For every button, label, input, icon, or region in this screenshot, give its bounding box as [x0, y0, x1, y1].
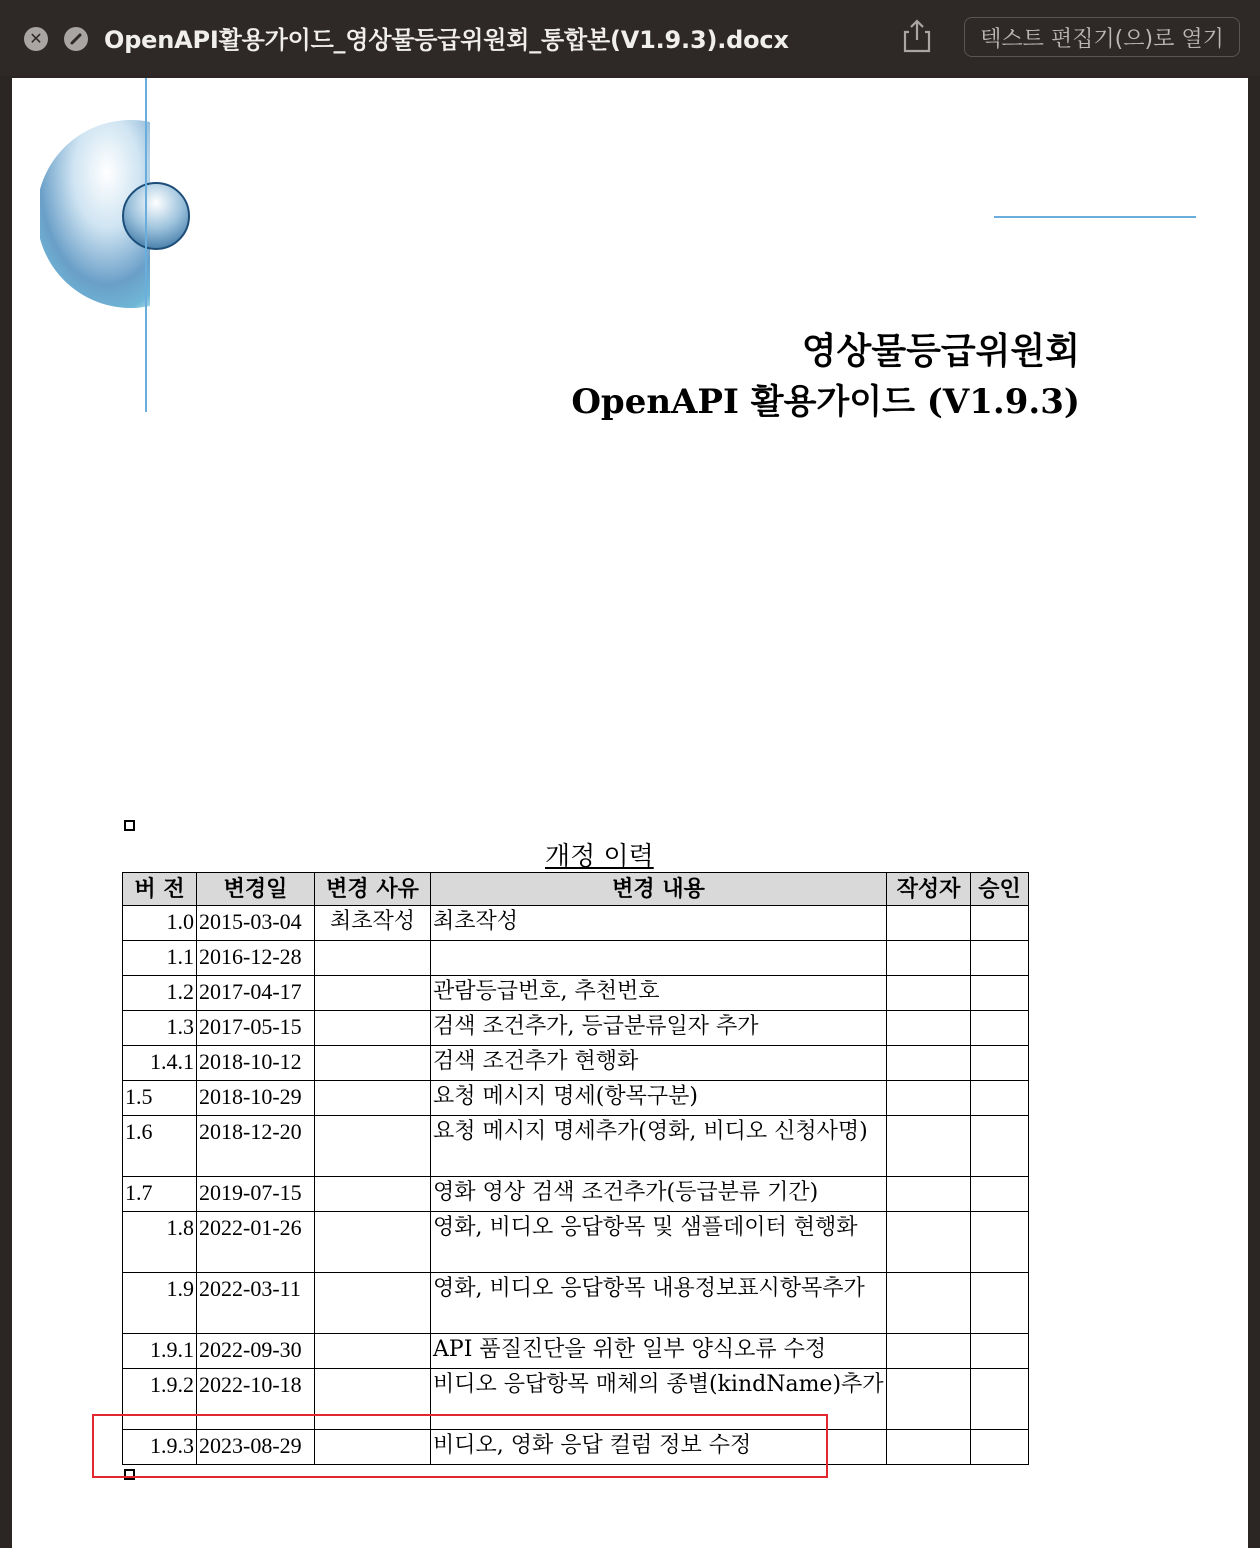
cell-version: 1.8: [123, 1212, 197, 1273]
cell-approval: [971, 1046, 1029, 1081]
cell-date: 2016-12-28: [197, 941, 315, 976]
document-title: [571, 326, 1080, 428]
table-row: [123, 1177, 1029, 1212]
guide-title: OpenAPI 활용가이드 (V1.9.3): [571, 382, 1080, 422]
cell-content: 영화, 비디오 응답항목 및 샘플데이터 현행화: [431, 1212, 887, 1273]
cell-reason: [315, 941, 431, 976]
window-title: OpenAPI활용가이드_영상물등급위원회_통합본(V1.9.3).docx: [104, 26, 789, 54]
cell-version: 1.0: [123, 906, 197, 941]
cell-version: 1.7: [123, 1177, 197, 1212]
close-icon[interactable]: ✕: [24, 27, 48, 51]
cell-approval: [971, 1369, 1029, 1430]
header-version: 버 전: [123, 873, 197, 906]
revision-history-table: [122, 872, 1029, 1465]
cell-date: 2018-12-20: [197, 1116, 315, 1177]
cell-version: 1.3: [123, 1011, 197, 1046]
cell-date: 2015-03-04: [197, 906, 315, 941]
cell-content: API 품질진단을 위한 일부 양식오류 수정: [431, 1334, 887, 1369]
cell-content: 영화, 비디오 응답항목 내용정보표시항목추가: [431, 1273, 887, 1334]
cell-date: 2017-05-15: [197, 1011, 315, 1046]
cell-author: [887, 1177, 971, 1212]
table-row: [123, 941, 1029, 976]
cell-approval: [971, 1212, 1029, 1273]
cell-reason: [315, 976, 431, 1011]
cell-approval: [971, 1334, 1029, 1369]
cell-author: [887, 941, 971, 976]
cell-content: 비디오 응답항목 매체의 종별(kindName)추가: [431, 1369, 887, 1430]
cell-approval: [971, 941, 1029, 976]
cell-reason: [315, 1011, 431, 1046]
cell-author: [887, 1334, 971, 1369]
cell-version: 1.2: [123, 976, 197, 1011]
cell-date: 2017-04-17: [197, 976, 315, 1011]
header-reason: 변경 사유: [315, 873, 431, 906]
fullscreen-icon[interactable]: [64, 27, 88, 51]
logo-icon: [40, 118, 200, 318]
highlight-annotation-box: [92, 1414, 828, 1478]
cell-author: [887, 1273, 971, 1334]
cell-author: [887, 1430, 971, 1465]
cell-author: [887, 1369, 971, 1430]
decorative-vertical-line: [145, 78, 147, 412]
cell-content: 검색 조건추가, 등급분류일자 추가: [431, 1011, 887, 1046]
cell-version: 1.6: [123, 1116, 197, 1177]
revision-history-title: 개정 이력: [545, 842, 654, 872]
cell-reason: [315, 1116, 431, 1177]
cell-date: 2018-10-29: [197, 1081, 315, 1116]
cell-date: 2022-09-30: [197, 1334, 315, 1369]
cell-approval: [971, 1177, 1029, 1212]
cell-content: 영화 영상 검색 조건추가(등급분류 기간): [431, 1177, 887, 1212]
cell-author: [887, 1116, 971, 1177]
cell-date: 2022-01-26: [197, 1212, 315, 1273]
table-row: [123, 976, 1029, 1011]
cell-author: [887, 1011, 971, 1046]
cell-date: 2019-07-15: [197, 1177, 315, 1212]
decorative-horizontal-line: [994, 216, 1196, 218]
cell-reason: [315, 1334, 431, 1369]
cell-version: 1.9.1: [123, 1334, 197, 1369]
share-icon[interactable]: [900, 18, 934, 54]
cell-approval: [971, 1273, 1029, 1334]
cell-version: 1.1: [123, 941, 197, 976]
cell-approval: [971, 1011, 1029, 1046]
table-row: [123, 1273, 1029, 1334]
cell-author: [887, 906, 971, 941]
table-header-row: [123, 873, 1029, 906]
slash-glyph: [64, 27, 88, 51]
cell-date: 2023-08-29: [197, 1430, 315, 1465]
cell-reason: 최초작성: [315, 906, 431, 941]
cell-date: 2018-10-12: [197, 1046, 315, 1081]
cell-approval: [971, 1116, 1029, 1177]
cell-author: [887, 976, 971, 1011]
table-row: [123, 1116, 1029, 1177]
open-with-text-editor-button[interactable]: 텍스트 편집기(으)로 열기: [964, 17, 1240, 57]
paragraph-mark-icon: [124, 820, 135, 831]
cell-version: 1.4.1: [123, 1046, 197, 1081]
cell-reason: [315, 1081, 431, 1116]
window-titlebar: [0, 0, 1260, 76]
cell-content: 요청 메시지 명세(항목구분): [431, 1081, 887, 1116]
table-row: [123, 1011, 1029, 1046]
cell-reason: [315, 1273, 431, 1334]
cell-content: 관람등급번호, 추천번호: [431, 976, 887, 1011]
cell-date: 2022-03-11: [197, 1273, 315, 1334]
cell-author: [887, 1081, 971, 1116]
table-row: [123, 1046, 1029, 1081]
cell-approval: [971, 976, 1029, 1011]
cell-approval: [971, 906, 1029, 941]
cell-approval: [971, 1081, 1029, 1116]
table-row: [123, 1212, 1029, 1273]
document-page: [12, 78, 1248, 1548]
cell-content: 요청 메시지 명세추가(영화, 비디오 신청사명): [431, 1116, 887, 1177]
cell-author: [887, 1212, 971, 1273]
table-row: [123, 1334, 1029, 1369]
header-approval: 승인: [971, 873, 1029, 906]
cell-version: 1.9: [123, 1273, 197, 1334]
cell-content: 비디오, 영화 응답 컬럼 정보 수정: [431, 1430, 887, 1465]
org-name: 영상물등급위원회: [801, 330, 1080, 372]
header-author: 작성자: [887, 873, 971, 906]
header-date: 변경일: [197, 873, 315, 906]
cell-reason: [315, 1177, 431, 1212]
cell-date: 2022-10-18: [197, 1369, 315, 1430]
cell-approval: [971, 1430, 1029, 1465]
cell-version: 1.5: [123, 1081, 197, 1116]
table-row: [123, 906, 1029, 941]
header-content: 변경 내용: [431, 873, 887, 906]
cell-reason: [315, 1046, 431, 1081]
cell-version: 1.9.2: [123, 1369, 197, 1430]
table-row: [123, 1081, 1029, 1116]
cell-content: 검색 조건추가 현행화: [431, 1046, 887, 1081]
cell-content: [431, 941, 887, 976]
cell-author: [887, 1046, 971, 1081]
cell-reason: [315, 1212, 431, 1273]
cell-content: 최초작성: [431, 906, 887, 941]
cell-version: 1.9.3: [123, 1430, 197, 1465]
